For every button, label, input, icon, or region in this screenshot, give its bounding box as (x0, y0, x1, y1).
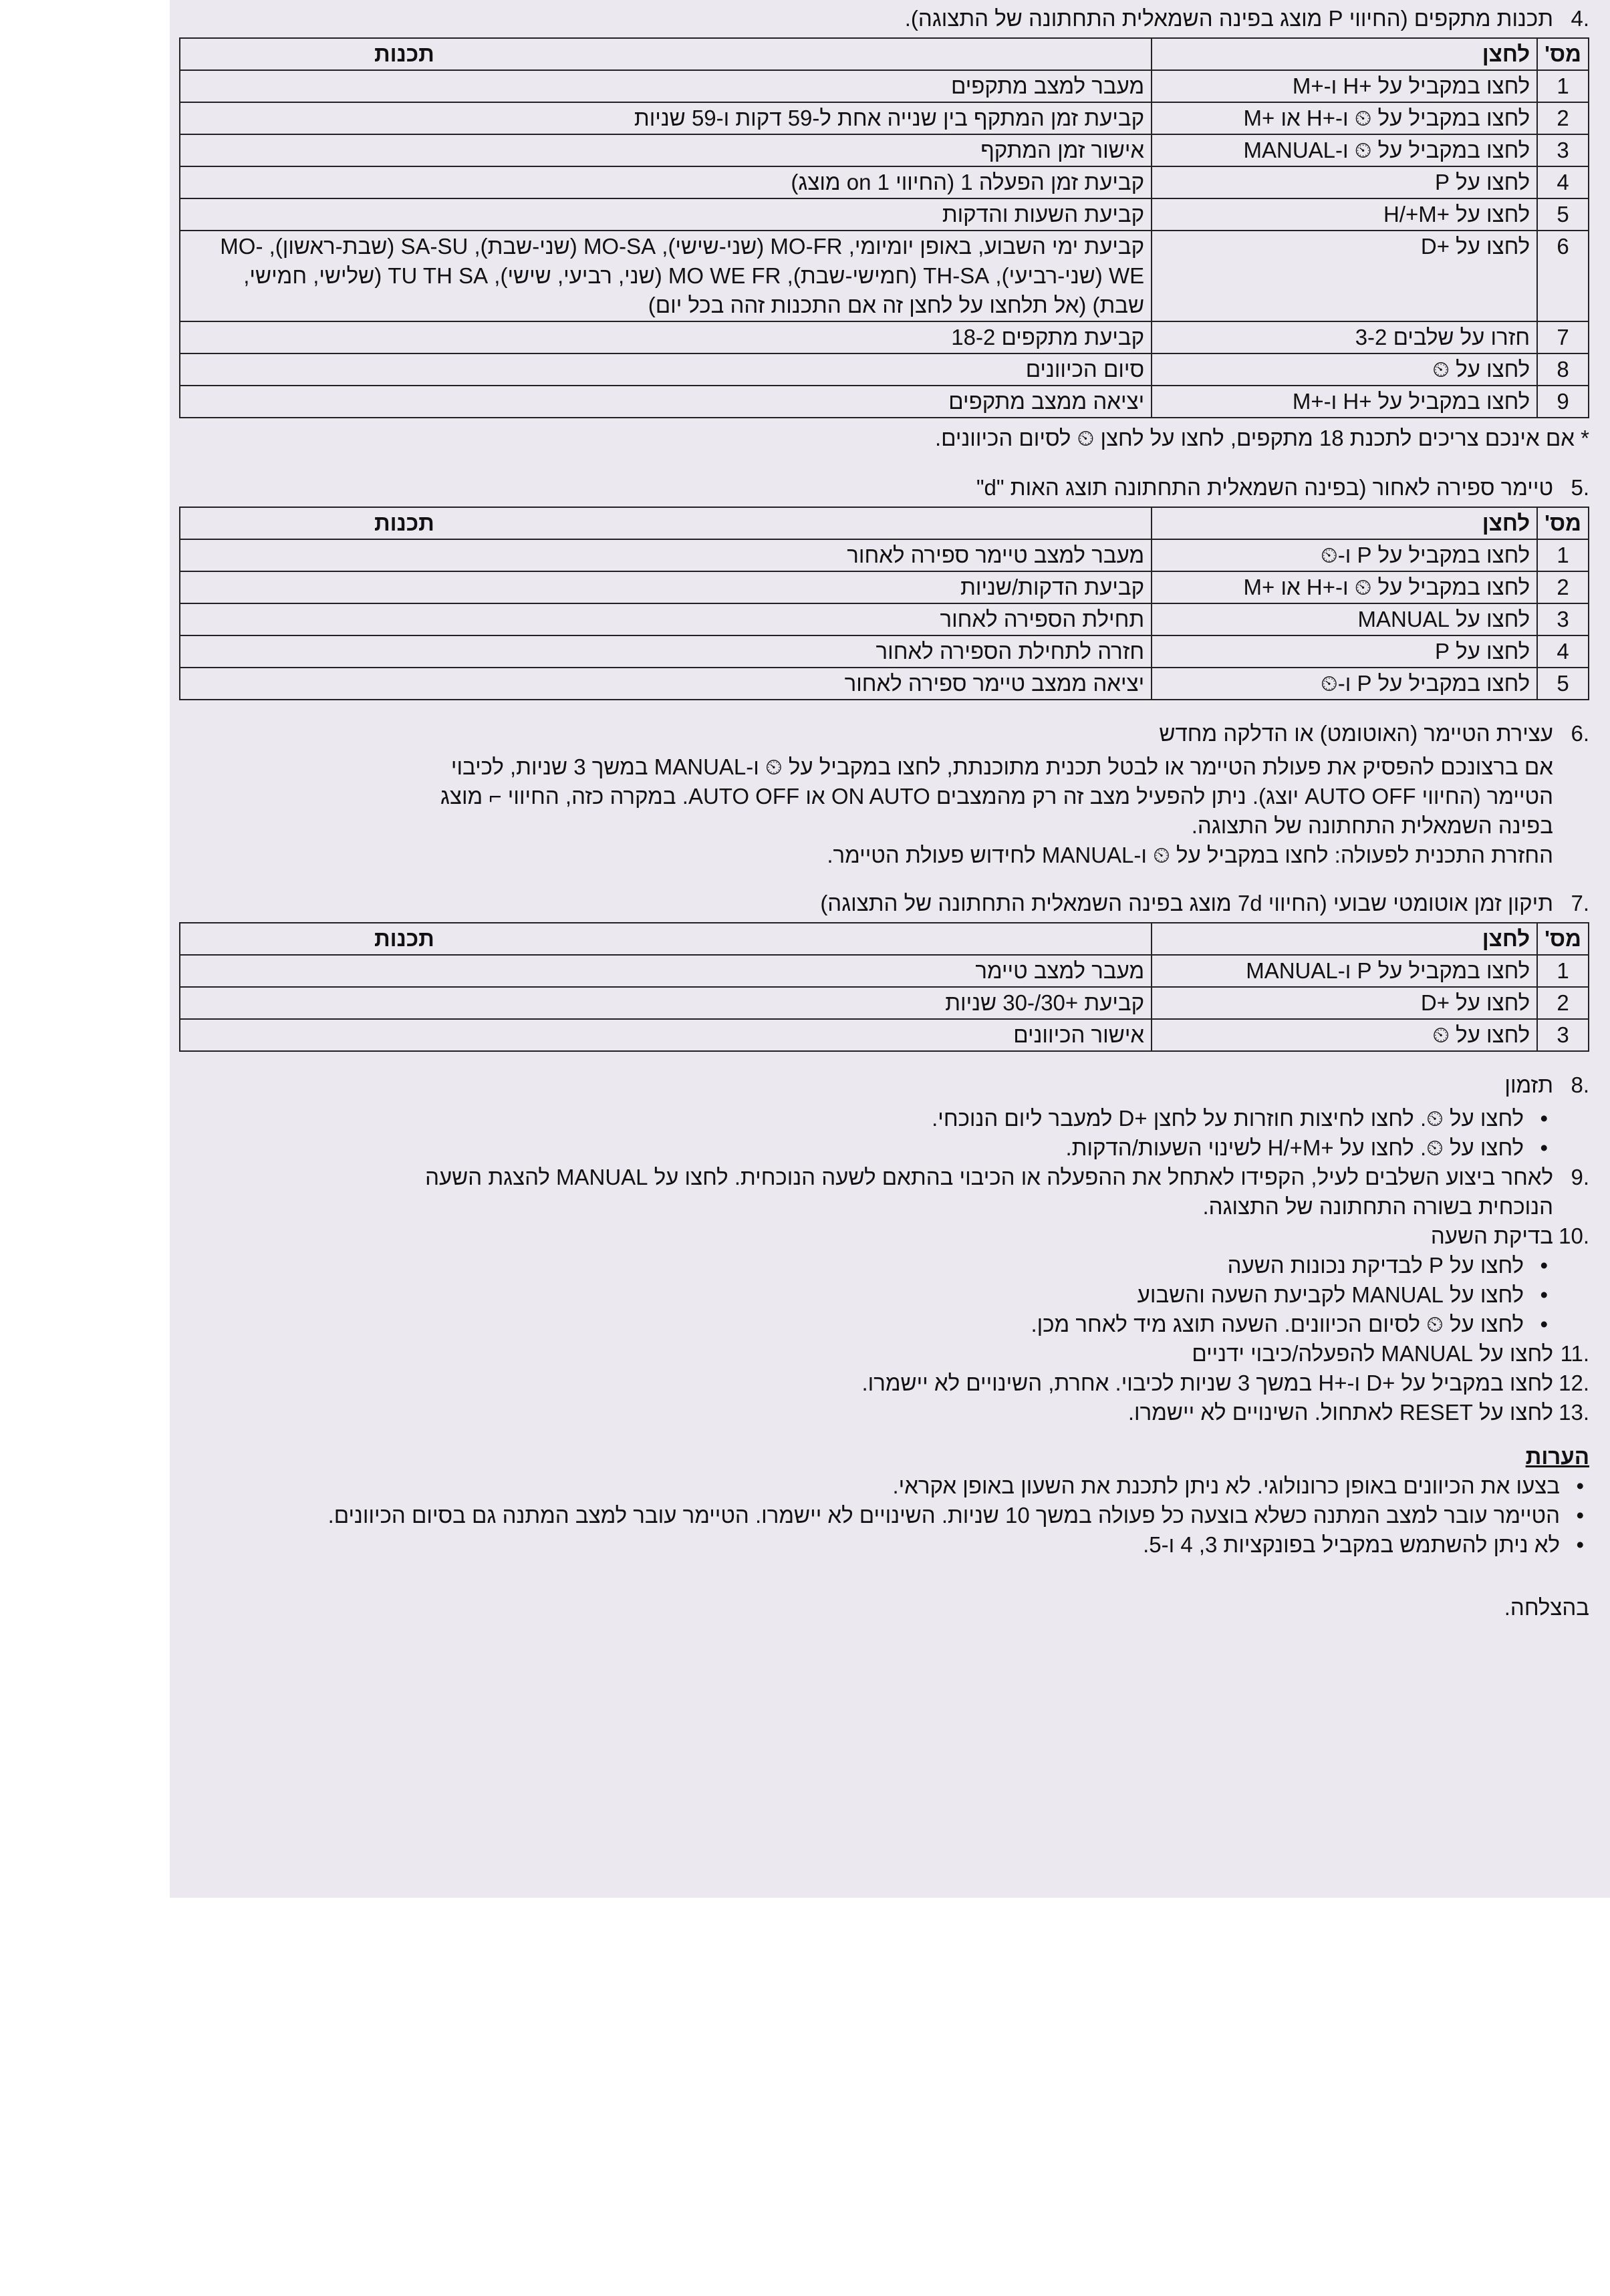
row-button: לחצו במקביל על P ו-⏲ (1152, 539, 1537, 571)
section-number: .8 (1571, 1072, 1589, 1097)
row-program: מעבר למצב טיימר (180, 955, 1152, 987)
section-7 (179, 889, 1589, 1052)
list-item: • בצעו את הכיוונים באופן כרונולוגי. לא ניתן לתכנת את השעון באופן אקראי. (179, 1471, 1589, 1501)
header-program: תכנות (180, 507, 1152, 539)
section-10-list (179, 1251, 1589, 1339)
row-program: קביעת השעות והדקות (180, 198, 1152, 231)
row-program: יציאה ממצב טיימר ספירה לאחור (180, 668, 1152, 700)
table-row (180, 231, 1589, 321)
paragraph-line: הנוכחית בשורה התחתונה של התצוגה. (1202, 1194, 1553, 1219)
notes-list (179, 1471, 1589, 1560)
row-program: קביעת זמן המתקף בין שנייה אחת ל-59 דקות ו-59 שניות (180, 102, 1152, 134)
table-row (180, 134, 1589, 166)
notes-title: הערות (1525, 1444, 1589, 1469)
row-program: אישור הכיוונים (180, 1019, 1152, 1051)
table-row (180, 603, 1589, 635)
row-num: 4 (1537, 635, 1589, 668)
table-row (180, 635, 1589, 668)
section-7-table (179, 922, 1589, 1052)
row-num: 5 (1537, 198, 1589, 231)
row-program: קביעת זמן הפעלה 1 (החיווי 1 on מוצג) (180, 166, 1152, 198)
row-button: לחצו במקביל על P ו-MANUAL (1152, 955, 1537, 987)
row-num: 8 (1537, 353, 1589, 386)
list-item: • לחצו על P לבדיקת נכונות השעה (179, 1251, 1553, 1280)
row-num: 4 (1537, 166, 1589, 198)
section-10 (179, 1222, 1589, 1339)
list-item: • לא ניתן להשתמש במקביל בפונקציות 3, 4 ו-5. (179, 1530, 1589, 1560)
row-program: אישור זמן המתקף (180, 134, 1152, 166)
row-button: חזרו על שלבים 3-2 (1152, 321, 1537, 353)
section-8-list (179, 1104, 1589, 1163)
row-num: 1 (1537, 955, 1589, 987)
row-button: לחצו על P (1152, 635, 1537, 668)
table-header-row (180, 923, 1589, 955)
section-title-text: תיקון זמן אוטומטי שבועי (החיווי 7d מוצג בפינה השמאלית התחתונה של התצוגה) (820, 891, 1553, 915)
section-4-table (179, 37, 1589, 418)
section-5-title (179, 473, 1589, 503)
row-program: מעבר למצב טיימר ספירה לאחור (180, 539, 1152, 571)
row-num: 2 (1537, 102, 1589, 134)
section-title-text: טיימר ספירה לאחור (בפינה השמאלית התחתונה תוצג האות "d" (976, 475, 1553, 500)
row-num: 3 (1537, 134, 1589, 166)
paragraph-line: לחצו על MANUAL להפעלה/כיבוי ידניים (1192, 1341, 1553, 1366)
row-button: לחצו במקביל על ⏲ ו-+H או +M (1152, 571, 1537, 603)
section-7-title (179, 889, 1589, 918)
section-5-table (179, 507, 1589, 700)
paragraph-line: החזרת התכנית לפעולה: לחצו במקביל על ⏲ ו-MANUAL לחידוש פעולת הטיימר. (827, 843, 1553, 867)
table-header-row (180, 507, 1589, 539)
row-num: 1 (1537, 539, 1589, 571)
table-header-row (180, 38, 1589, 70)
header-button: לחצן (1152, 923, 1537, 955)
row-num: 1 (1537, 70, 1589, 102)
paragraph-line: לחצו במקביל על +D ו-+H במשך 3 שניות לכיבוי. אחרת, השינויים לא יישמרו. (861, 1371, 1553, 1395)
header-num: מס' (1537, 507, 1589, 539)
row-button: לחצו על ⏲ (1152, 1019, 1537, 1051)
row-num: 9 (1537, 386, 1589, 418)
list-item: • הטיימר עובר למצב המתנה כשלא בוצעה כל פעולה במשך 10 שניות. השינויים לא יישמרו. הטיימר עובר למצב המתנה גם בסיום הכיוונים. (179, 1501, 1589, 1530)
paragraph-line: אם ברצונכם להפסיק את פעולת הטיימר או לבטל תכנית מתוכנתת, לחצו במקביל על ⏲ ו-MANUAL במשך 3 שניות, לכיבוי (450, 754, 1553, 779)
row-num: 6 (1537, 231, 1589, 321)
table-row (180, 539, 1589, 571)
paragraph-line: לאחר ביצוע השלבים לעיל, הקפידו לאתחל את ההפעלה או הכיבוי בהתאם לשעה הנוכחית. לחצו על MANUAL להצגת השעה (425, 1165, 1553, 1189)
paragraph-line: הטיימר (החיווי AUTO OFF יוצג). ניתן להפעיל מצב זה רק מהמצבים ON AUTO או AUTO OFF. במקרה כזה, החיווי ⌐ מוצג (440, 784, 1553, 809)
section-8 (179, 1070, 1589, 1163)
header-num: מס' (1537, 923, 1589, 955)
section-8-title (179, 1070, 1589, 1100)
table-row (180, 321, 1589, 353)
row-program: קביעת +30/-30 שניות (180, 987, 1152, 1019)
table-row (180, 955, 1589, 987)
section-9 (179, 1163, 1589, 1222)
row-button: לחצו במקביל על ⏲ ו-+H או +M (1152, 102, 1537, 134)
row-button: לחצו במקביל על +H ו-+M (1152, 70, 1537, 102)
table-row (180, 198, 1589, 231)
section-number: .13 (1559, 1400, 1589, 1425)
section-number: .6 (1571, 721, 1589, 746)
table-row (180, 166, 1589, 198)
list-item: • לחצו על ⏲. לחצו לחיצות חוזרות על לחצן +D למעבר ליום הנוכחי. (179, 1104, 1553, 1133)
section-13 (179, 1398, 1589, 1427)
header-num: מס' (1537, 38, 1589, 70)
sign-off: בהצלחה. (1504, 1595, 1589, 1620)
row-num: 7 (1537, 321, 1589, 353)
row-button: לחצו על +H/+M (1152, 198, 1537, 231)
section-number: .11 (1560, 1341, 1589, 1366)
section-9-line (179, 1163, 1589, 1192)
row-button: לחצו במקביל על ⏲ ו-MANUAL (1152, 134, 1537, 166)
table-row (180, 668, 1589, 700)
row-button: לחצו על +D (1152, 231, 1537, 321)
row-program: סיום הכיוונים (180, 353, 1152, 386)
table-row (180, 1019, 1589, 1051)
row-button: לחצו על P (1152, 166, 1537, 198)
table-row (180, 987, 1589, 1019)
header-program: תכנות (180, 38, 1152, 70)
table-row (180, 386, 1589, 418)
section-number: .12 (1559, 1371, 1589, 1395)
section-6 (179, 719, 1589, 870)
row-program: קביעת מתקפים 18-2 (180, 321, 1152, 353)
list-item: • לחצו על MANUAL לקביעת השעה והשבוע (179, 1280, 1553, 1310)
table-row (180, 571, 1589, 603)
section-number: .5 (1571, 475, 1589, 500)
row-num: 3 (1537, 1019, 1589, 1051)
row-program: קביעת ימי השבוע, באופן יומיומי, MO-FR (שני-שישי), MO-SA (שני-שבת), SA-SU (שבת-ראשון), MO-WE (שני-רביעי), TH-SA (חמישי-שבת), MO WE FR (שני, רביעי, שישי), TU TH SA (שלישי, חמישי, שבת) (אל תלחצו על לחצן זה אם התכנות זהה בכל יום) (180, 231, 1152, 321)
row-button: לחצו על ⏲ (1152, 353, 1537, 386)
row-button: לחצו על +D (1152, 987, 1537, 1019)
section-number: .9 (1571, 1165, 1589, 1189)
section-4-title (179, 4, 1589, 33)
list-item: • לחצו על ⏲ לסיום הכיוונים. השעה תוצג מיד לאחר מכן. (179, 1310, 1553, 1339)
section-number: .7 (1571, 891, 1589, 915)
row-num: 3 (1537, 603, 1589, 635)
section-4-footnote: * אם אינכם צריכים לתכנת 18 מתקפים, לחצו על לחצן ⏲ לסיום הכיוונים. (935, 426, 1589, 450)
section-10-title (179, 1222, 1589, 1251)
document-body (179, 4, 1589, 1622)
section-number: .10 (1559, 1224, 1589, 1248)
row-program: קביעת הדקות/שניות (180, 571, 1152, 603)
row-button: לחצו על MANUAL (1152, 603, 1537, 635)
paragraph-line: בפינה השמאלית התחתונה של התצוגה. (1191, 813, 1553, 838)
row-num: 2 (1537, 571, 1589, 603)
row-button: לחצו במקביל על +H ו-+M (1152, 386, 1537, 418)
section-title-text: עצירת הטיימר (האוטומט) או הדלקה מחדש (1159, 721, 1553, 746)
section-6-title (179, 719, 1589, 748)
section-11 (179, 1339, 1589, 1369)
table-row (180, 353, 1589, 386)
header-button: לחצן (1152, 507, 1537, 539)
table-row (180, 70, 1589, 102)
section-12 (179, 1369, 1589, 1398)
section-title-text: תכנות מתקפים (החיווי P מוצג בפינה השמאלית התחתונה של התצוגה). (904, 6, 1553, 31)
section-title-text: תזמון (1504, 1072, 1553, 1097)
section-title-text: בדיקת השעה (1430, 1224, 1553, 1248)
list-item: • לחצו על ⏲. לחצו על +H/+M לשינוי השעות/הדקות. (179, 1133, 1553, 1163)
row-button: לחצו במקביל על P ו-⏲ (1152, 668, 1537, 700)
row-num: 2 (1537, 987, 1589, 1019)
paragraph-line: לחצו על RESET לאתחול. השינויים לא יישמרו. (1127, 1400, 1553, 1425)
section-number: .4 (1571, 6, 1589, 31)
table-row (180, 102, 1589, 134)
row-num: 5 (1537, 668, 1589, 700)
row-program: יציאה ממצב מתקפים (180, 386, 1152, 418)
row-program: חזרה לתחילת הספירה לאחור (180, 635, 1152, 668)
row-program: מעבר למצב מתקפים (180, 70, 1152, 102)
row-program: תחילת הספירה לאחור (180, 603, 1152, 635)
header-button: לחצן (1152, 38, 1537, 70)
header-program: תכנות (180, 923, 1152, 955)
